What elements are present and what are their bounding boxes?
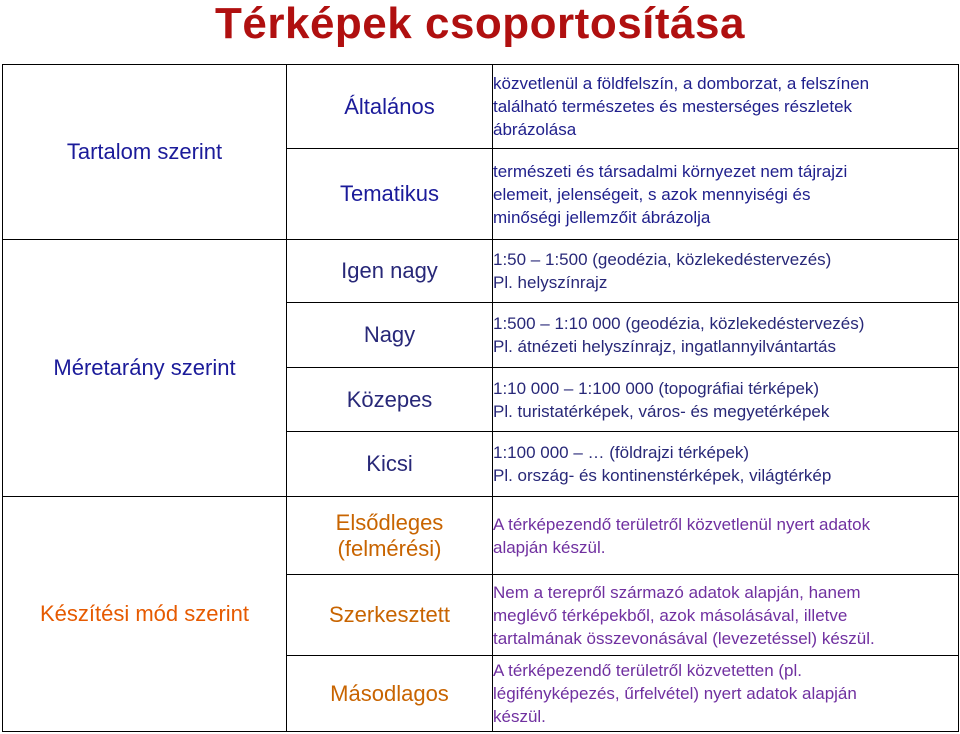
description: 1:100 000 – … (földrajzi térképek) Pl. ország- és kontinenstérképek, világtérkép — [493, 432, 959, 497]
sub-label: Elsődleges (felmérési) — [287, 497, 493, 575]
description: 1:50 – 1:500 (geodézia, közlekedéstervezés) Pl. helyszínrajz — [493, 240, 959, 303]
description: Nem a terepről származó adatok alapján, hanem meglévő térképekből, azok másolásával, illetve tartalmának összevonásával (levezetéssel) készül. — [493, 575, 959, 656]
sub-label: Közepes — [287, 368, 493, 432]
sub-label: Kicsi — [287, 432, 493, 497]
group-label-scale: Méretarány szerint — [3, 240, 287, 497]
description: közvetlenül a földfelszín, a domborzat, a felszínen található természetes és mesterséges részletek ábrázolása — [493, 65, 959, 149]
sub-label: Általános — [287, 65, 493, 149]
description: A térképezendő területről közvetetten (pl. légifényképezés, űrfelvétel) nyert adatok alapján készül. — [493, 656, 959, 732]
description: 1:10 000 – 1:100 000 (topográfiai térképek) Pl. turistatérképek, város- és megyetérképek — [493, 368, 959, 432]
table-row — [3, 497, 959, 575]
sub-label: Igen nagy — [287, 240, 493, 303]
description: 1:500 – 1:10 000 (geodézia, közlekedéstervezés) Pl. átnézeti helyszínrajz, ingatlannyilvántartás — [493, 303, 959, 368]
group-label-content: Tartalom szerint — [3, 65, 287, 240]
sub-label: Nagy — [287, 303, 493, 368]
map-classification-table — [2, 64, 959, 732]
sub-label: Tematikus — [287, 149, 493, 240]
sub-label: Másodlagos — [287, 656, 493, 732]
description: természeti és társadalmi környezet nem tájrajzi elemeit, jelenségeit, s azok mennyiségi és minőségi jellemzőit ábrázolja — [493, 149, 959, 240]
table-row — [3, 65, 959, 149]
group-label-method: Készítési mód szerint — [3, 497, 287, 732]
sub-label: Szerkesztett — [287, 575, 493, 656]
description: A térképezendő területről közvetlenül nyert adatok alapján készül. — [493, 497, 959, 575]
page-title: Térképek csoportosítása — [215, 0, 745, 48]
table-row — [3, 240, 959, 303]
